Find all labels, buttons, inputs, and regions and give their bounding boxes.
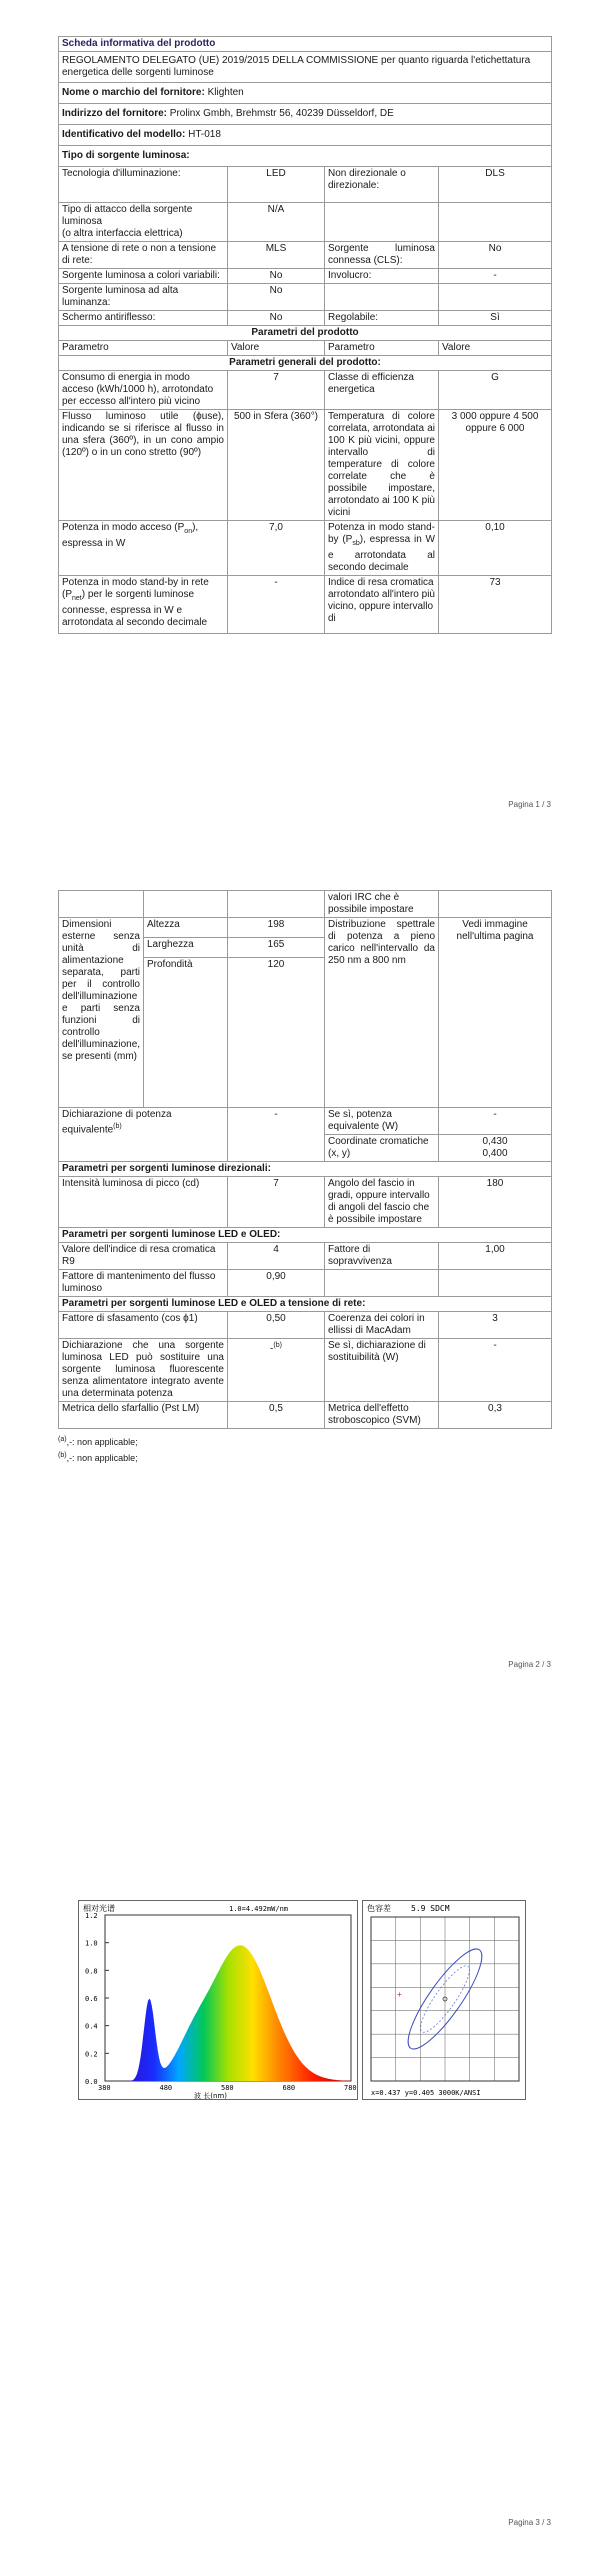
col-value-1: Valore xyxy=(228,341,325,356)
spectrum-curve xyxy=(105,1945,351,2081)
flux-value: 500 in Sfera (360°) xyxy=(228,410,325,521)
led-header: Parametri per sorgenti luminose LED e OLED: xyxy=(59,1228,552,1243)
sbpower-value: 0,10 xyxy=(439,521,552,576)
pf-value: 0,50 xyxy=(228,1312,325,1339)
supplier-address: Prolinx Gmbh, Brehmstr 56, 40239 Düsseldorf, DE xyxy=(169,108,394,119)
equivw-value: - xyxy=(439,1108,552,1135)
page-2-footer: Pagina 2 / 3 xyxy=(508,1660,551,1669)
supplier-address-row xyxy=(59,104,552,125)
glare-value: No xyxy=(228,311,325,326)
spectrum-y-tick: 1.0 xyxy=(85,1939,98,1948)
onpower-label-b: ), espressa in W xyxy=(62,522,199,549)
cap-value: N/A xyxy=(228,203,325,242)
sbpower-sub: sb xyxy=(352,540,360,547)
colour-value: No xyxy=(228,269,325,284)
spectrum-x-tick: 680 xyxy=(282,2084,296,2092)
maint-value: 0,90 xyxy=(228,1270,325,1297)
equiv-label-text: Dichiarazione di potenza equivalente xyxy=(62,1109,172,1136)
surv-value: 1,00 xyxy=(439,1243,552,1270)
hl-label: Sorgente luminosa ad alta luminanza: xyxy=(59,284,228,311)
replacew-label: Se sì, dichiarazione di sostituibilità (W) xyxy=(325,1339,439,1402)
spectrum-y-tick: 1.2 xyxy=(85,1912,98,1920)
beam-label: Angolo del fascio in gradi, oppure intervallo di angoli del fascio che è possibile impostare xyxy=(325,1177,439,1228)
model-row xyxy=(59,125,552,146)
note-b-sup: (b) xyxy=(58,1452,67,1459)
general-header: Parametri generali del prodotto: xyxy=(59,356,552,371)
supplier-address-label: Indirizzo del fornitore: xyxy=(62,108,167,119)
cri-label: Indice di resa cromatica arrotondato all'intero più vicino, oppure intervallo di xyxy=(325,576,439,634)
spectrum-y-tick: 0.4 xyxy=(85,2022,98,2031)
spectrum-xlabel: 波 长(nm) xyxy=(194,2092,227,2100)
replace-value-cell xyxy=(228,1339,325,1402)
height-label: Altezza xyxy=(144,918,228,938)
supplier-name-row xyxy=(59,83,552,104)
beam-value: 180 xyxy=(439,1177,552,1228)
replace-label: Dichiarazione che una sorgente luminosa LED può sostituire una sorgente luminosa fluorescente senza alimentatore integrato avente una determinata potenza xyxy=(59,1339,228,1402)
page-1-content xyxy=(58,36,551,634)
glare-label: Schermo antiriflesso: xyxy=(59,311,228,326)
mains-value: MLS xyxy=(228,242,325,269)
strobo-label: Metrica dell'effetto stroboscopico (SVM) xyxy=(325,1402,439,1429)
peak-label: Intensità luminosa di picco (cd) xyxy=(59,1177,228,1228)
sbpower-label-b: ), espressa in W e arrotondata al secondo decimale xyxy=(328,534,435,573)
chroma-x: 0,430 xyxy=(482,1136,508,1147)
sbpower-label-a: Potenza in modo stand-by (P xyxy=(328,522,435,545)
cie-caption: x=0.437 y=0.405 3000K/ANSI xyxy=(371,2089,481,2097)
footnotes xyxy=(58,1433,551,1465)
cie-title: 色容差 xyxy=(367,1904,391,1913)
macadam-value: 3 xyxy=(439,1312,552,1339)
depth-label: Profondità xyxy=(144,958,228,1108)
cct-label: Temperatura di colore correlata, arrotondata ai 100 K più vicini, oppure intervallo di temperature di colore correlate che è possibile impostare, arrotondato ai 100 K più vicini xyxy=(325,410,439,521)
chroma-value xyxy=(439,1135,552,1162)
strobo-value: 0,3 xyxy=(439,1402,552,1429)
page-1 xyxy=(0,0,604,860)
cie-marker-icon: + xyxy=(397,1990,402,1999)
col-param-2: Parametro xyxy=(325,341,439,356)
cri-cont: valori IRC che è possibile impostare xyxy=(325,891,439,918)
supplier-name: Klighten xyxy=(207,87,244,98)
netsb-label-a: Potenza in modo stand-by in rete (P xyxy=(62,577,209,600)
spd-label: Distribuzione spettrale di potenza a pieno carico nell'intervallo da 250 nm a 800 nm xyxy=(325,918,439,1108)
onpower-label-a: Potenza in modo acceso (P xyxy=(62,522,185,533)
spd-value: Vedi immagine nell'ultima pagina xyxy=(439,918,552,1108)
col-value-2: Valore xyxy=(439,341,552,356)
cls-label: Sorgente luminosa connessa (CLS): xyxy=(325,242,439,269)
regulation-text: REGOLAMENTO DELEGATO (UE) 2019/2015 DELLA COMMISSIONE per quanto riguarda l'etichettatura energetica delle sorgenti luminose xyxy=(59,52,552,83)
r9-label: Valore dell'indice di resa cromatica R9 xyxy=(59,1243,228,1270)
note-b xyxy=(58,1449,551,1465)
cie-image xyxy=(362,1900,526,2100)
product-info-table-p2 xyxy=(58,890,552,1429)
page-2-content xyxy=(58,890,551,1465)
maint-label: Fattore di mantenimento del flusso luminoso xyxy=(59,1270,228,1297)
equiv-value: - xyxy=(228,1108,325,1162)
spectrum-x-tick: 580 xyxy=(221,2084,234,2092)
pf-label: Fattore di sfasamento (cos ϕ1) xyxy=(59,1312,228,1339)
model-id: HT-018 xyxy=(188,129,221,140)
note-a xyxy=(58,1433,551,1449)
width-label: Larghezza xyxy=(144,938,228,958)
source-type-label: Tipo di sorgente luminosa: xyxy=(59,146,552,167)
dimm-label: Regolabile: xyxy=(325,311,439,326)
flicker-value: 0,5 xyxy=(228,1402,325,1429)
equivw-label: Se sì, potenza equivalente (W) xyxy=(325,1108,439,1135)
spectrum-y-tick: 0.6 xyxy=(85,1995,98,2003)
spectrum-title: 相对光谱 xyxy=(83,1904,115,1913)
dims-label: Dimensioni esterne senza unità di alimentazione separata, parti per il controllo dell'illuminazione e parti senza funzioni di controllo dell'illuminazione, se presenti (mm) xyxy=(59,918,144,1108)
onpower-sub: on xyxy=(184,528,193,535)
envelope-label: Involucro: xyxy=(325,269,439,284)
note-a-text: ,-: non applicable; xyxy=(66,1437,138,1447)
page-1-footer: Pagina 1 / 3 xyxy=(508,800,551,809)
spectrum-x-ticks xyxy=(98,2084,357,2092)
energy-value: 7 xyxy=(228,371,325,410)
spectrum-image xyxy=(78,1900,358,2100)
dir-header: Parametri per sorgenti luminose direzionali: xyxy=(59,1162,552,1177)
flux-label: Flusso luminoso utile (ϕuse), indicando se si riferisce al flusso in una sfera (360º), in un cono ampio (120º) o in un cono stretto (90º) xyxy=(59,410,228,521)
equiv-label xyxy=(59,1108,228,1162)
envelope-value: - xyxy=(439,269,552,284)
macadam-label: Coerenza dei colori in ellissi di MacAdam xyxy=(325,1312,439,1339)
model-label: Identificativo del modello: xyxy=(62,129,186,140)
eclass-label: Classe di efficienza energetica xyxy=(325,371,439,410)
surv-label: Fattore di sopravvivenza xyxy=(325,1243,439,1270)
col-param-1: Parametro xyxy=(59,341,228,356)
note-b-text: ,-: non applicable; xyxy=(66,1453,138,1463)
sbpower-label xyxy=(325,521,439,576)
chroma-label: Coordinate cromatiche (x, y) xyxy=(325,1135,439,1162)
peak-value: 7 xyxy=(228,1177,325,1228)
replace-value: - xyxy=(270,1343,274,1355)
page-2 xyxy=(0,860,604,1720)
chroma-y: 0,400 xyxy=(482,1148,508,1159)
params-header: Parametri del prodotto xyxy=(59,326,552,341)
cie-grid xyxy=(371,1917,519,2081)
height-value: 198 xyxy=(228,918,325,938)
depth-value: 120 xyxy=(228,958,325,1108)
eclass-value: G xyxy=(439,371,552,410)
note-a-sup: (a) xyxy=(58,1436,67,1443)
spectrum-x-tick: 380 xyxy=(98,2084,111,2092)
width-value: 165 xyxy=(228,938,325,958)
cie-value: 5.9 SDCM xyxy=(411,1904,450,1913)
netsb-value: - xyxy=(228,576,325,634)
tech-label: Tecnologia d'illuminazione: xyxy=(59,167,228,203)
product-info-table-p1 xyxy=(58,36,552,634)
supplier-name-label: Nome o marchio del fornitore: xyxy=(62,87,205,98)
energy-label: Consumo di energia in modo acceso (kWh/1000 h), arrotondato per eccesso all'intero più vicino xyxy=(59,371,228,410)
equiv-sup: (b) xyxy=(113,1123,122,1130)
cap-label-2: (o altra interfaccia elettrica) xyxy=(62,228,183,239)
mains-label: A tensione di rete o non a tensione di rete: xyxy=(59,242,228,269)
nondir-label: Non direzionale o direzionale: xyxy=(325,167,439,203)
netsb-sub: net xyxy=(72,595,82,602)
spectrum-y-tick: 0.8 xyxy=(85,1967,98,1976)
onpower-value: 7,0 xyxy=(228,521,325,576)
cap-label: Tipo di attacco della sorgente luminosa xyxy=(62,204,193,227)
replace-sup: (b) xyxy=(273,1342,282,1349)
page-title: Scheda informativa del prodotto xyxy=(59,37,552,52)
netsb-label xyxy=(59,576,228,634)
spectrum-y-tick: 0.2 xyxy=(85,2050,98,2059)
r9-value: 4 xyxy=(228,1243,325,1270)
onpower-label xyxy=(59,521,228,576)
spectrum-svg xyxy=(79,1901,359,2101)
cct-value: 3 000 oppure 4 500 oppure 6 000 xyxy=(439,410,552,521)
page-3-footer: Pagina 3 / 3 xyxy=(508,2518,551,2527)
cls-value: No xyxy=(439,242,552,269)
spectrum-y-tick: 0.0 xyxy=(85,2078,98,2086)
ledmains-header: Parametri per sorgenti luminose LED e OLED a tensione di rete: xyxy=(59,1297,552,1312)
spectrum-x-tick: 480 xyxy=(159,2084,173,2092)
replacew-value: - xyxy=(439,1339,552,1402)
cap-label-cell xyxy=(59,203,228,242)
cri-value: 73 xyxy=(439,576,552,634)
spectrum-x-tick: 780 xyxy=(344,2084,357,2092)
colour-label: Sorgente luminosa a colori variabili: xyxy=(59,269,228,284)
cie-svg xyxy=(363,1901,527,2101)
spectrum-scale: 1.0=4.492mW/nm xyxy=(229,1905,289,1913)
hl-value: No xyxy=(228,284,325,311)
tech-value: LED xyxy=(228,167,325,203)
nondir-value: DLS xyxy=(439,167,552,203)
page-3 xyxy=(0,1720,604,2560)
dimm-value: Sì xyxy=(439,311,552,326)
flicker-label: Metrica dello sfarfallio (Pst LM) xyxy=(59,1402,228,1429)
netsb-label-b: ) per le sorgenti luminose connesse, espressa in W e arrotondata al secondo decimale xyxy=(62,589,208,628)
